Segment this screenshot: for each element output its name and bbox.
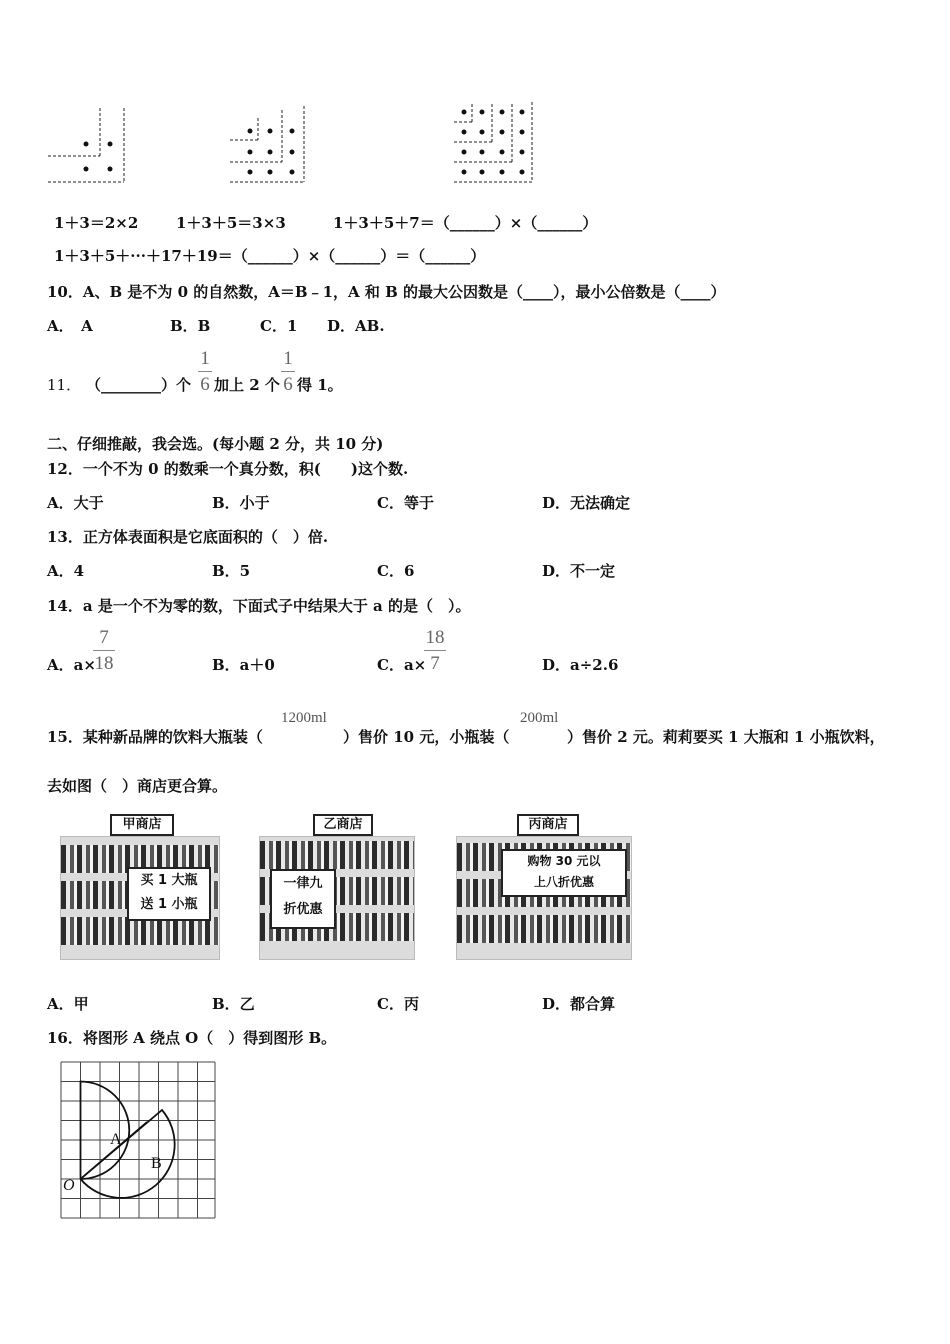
- shape-b-label: B: [151, 1155, 162, 1172]
- point-o-label: O: [63, 1177, 75, 1194]
- q14-option-a-fraction: 7 18: [94, 627, 114, 674]
- q12-stem: 12．一个不为 0 的数乘一个真分数，积( )这个数.: [47, 460, 409, 478]
- shop-jia-sign: 买 1 大瓶 送 1 小瓶: [127, 867, 211, 921]
- q14-option-c[interactable]: C．a×: [377, 656, 427, 674]
- q10-option-c[interactable]: C．1: [260, 317, 298, 335]
- q14-option-b[interactable]: B．a＋0: [212, 656, 275, 674]
- q15-stem-part-3: ）售价 2 元。莉莉要买 1 大瓶和 1 小瓶饮料，: [567, 728, 885, 746]
- q14-option-c-fraction: 18 7: [425, 627, 445, 674]
- q15-stem-part-1: 15．某种新品牌的饮料大瓶装（: [47, 728, 263, 746]
- pattern-eq-1: 1＋3＝2×2: [54, 214, 139, 232]
- q14-option-a[interactable]: A．a×: [47, 656, 96, 674]
- q15-option-a[interactable]: A．甲: [47, 995, 89, 1013]
- section-2-heading: 二、仔细推敲，我会选。(每小题 2 分，共 10 分): [47, 435, 384, 453]
- q14-option-d[interactable]: D．a÷2.6: [542, 656, 619, 674]
- q15-option-b[interactable]: B．乙: [212, 995, 255, 1013]
- q10-stem: 10．A、B 是不为 0 的自然数，A＝B﹣1，A 和 B 的最大公因数是（____），最小公倍数是（____）: [47, 283, 726, 301]
- q12-option-c[interactable]: C．等于: [377, 494, 434, 512]
- q10-option-a[interactable]: A． A: [47, 317, 93, 335]
- q10-option-b[interactable]: B．B: [170, 317, 211, 335]
- q11-blank: （________）个: [86, 376, 192, 394]
- shop-bing-sign: 购物 30 元以 上八折优惠: [501, 849, 627, 897]
- shop-yi-sign: 一律九 折优惠: [270, 869, 336, 929]
- q13-option-d[interactable]: D．不一定: [542, 562, 616, 580]
- q13-stem: 13．正方体表面积是它底面积的（ ）倍.: [47, 528, 329, 546]
- pattern-eq-3: 1＋3＋5＋7＝（______）×（______）: [333, 214, 598, 232]
- q13-option-a[interactable]: A．4: [47, 562, 85, 580]
- q11-end-text: 得 1。: [297, 376, 343, 394]
- q12-option-b[interactable]: B．小于: [212, 494, 270, 512]
- shop-jia-photo: [60, 836, 220, 960]
- q11-fraction-2: 1 6: [281, 349, 295, 394]
- odd-sum-dot-figures: [40, 100, 560, 190]
- q11-fraction-1: 1 6: [198, 349, 212, 394]
- q14-stem: 14．a 是一个不为零的数，下面式子中结果大于 a 的是（ ）。: [47, 597, 471, 615]
- shop-yi-title: 乙商店: [313, 814, 373, 836]
- q11-middle-text: 加上 2 个: [214, 376, 280, 394]
- shop-bing-title: 丙商店: [517, 814, 579, 836]
- shape-a-label: A: [110, 1131, 122, 1148]
- rotation-grid-figure: [55, 1058, 220, 1223]
- shop-bing-photo: [456, 836, 632, 960]
- pattern-eq-4: 1＋3＋5＋···＋17＋19＝（______）×（______）＝（______）: [54, 247, 486, 265]
- shop-yi-photo: [259, 836, 415, 960]
- q11-number: 11．: [47, 376, 82, 394]
- q15-stem-line-2: 去如图（ ）商店更合算。: [47, 777, 228, 795]
- pattern-eq-2: 1＋3＋5＝3×3: [176, 214, 286, 232]
- q15-big-bottle-volume: 1200ml: [281, 710, 327, 726]
- q12-option-d[interactable]: D．无法确定: [542, 494, 631, 512]
- q12-option-a[interactable]: A．大于: [47, 494, 104, 512]
- q10-option-d[interactable]: D．AB.: [327, 317, 385, 335]
- q15-small-bottle-volume: 200ml: [520, 710, 559, 726]
- shop-jia-title: 甲商店: [110, 814, 174, 836]
- q13-option-b[interactable]: B．5: [212, 562, 251, 580]
- q16-stem: 16．将图形 A 绕点 O（ ）得到图形 B。: [47, 1029, 337, 1047]
- q13-option-c[interactable]: C．6: [377, 562, 415, 580]
- q15-stem-part-2: ）售价 10 元，小瓶装（: [343, 728, 510, 746]
- q15-option-d[interactable]: D．都合算: [542, 995, 616, 1013]
- q15-option-c[interactable]: C．丙: [377, 995, 419, 1013]
